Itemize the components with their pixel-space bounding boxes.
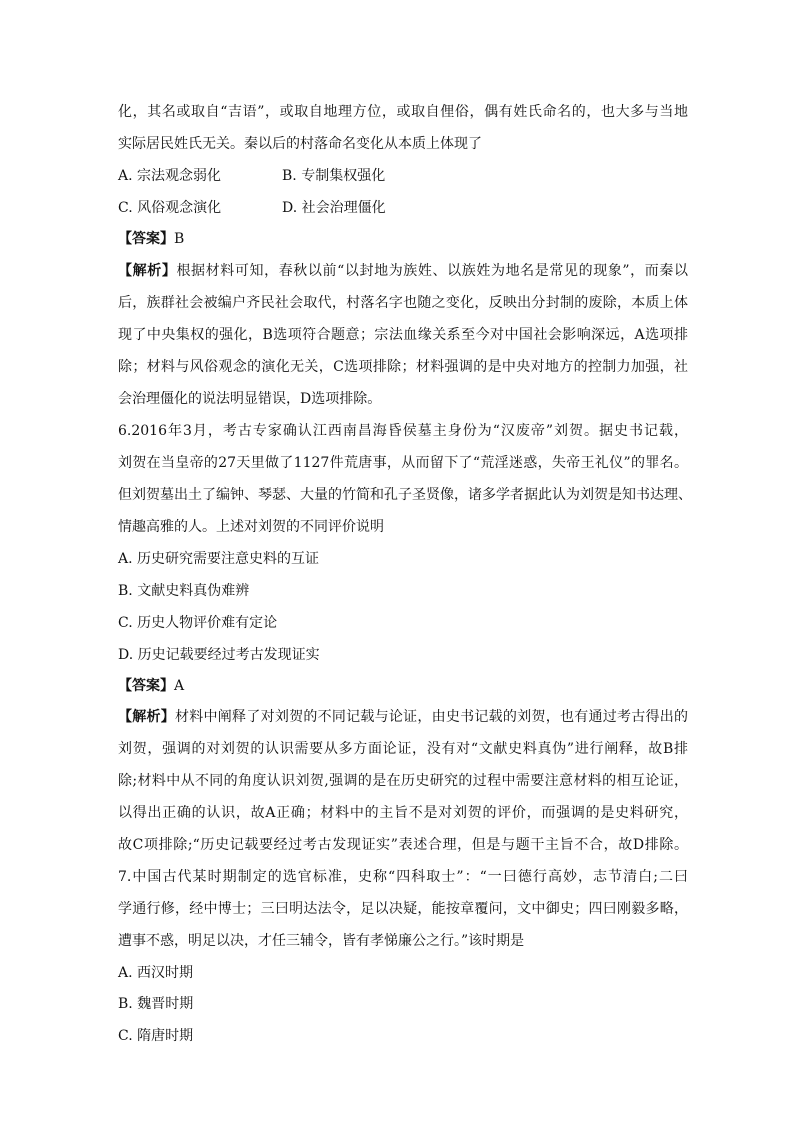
q7-option-a: A. 西汉时期 (118, 965, 194, 981)
q7-option-b: B. 魏晋时期 (118, 996, 194, 1012)
q5-options-row-2 (118, 198, 688, 218)
q5-answer-value: B (174, 231, 185, 247)
q6-option-d: D. 历史记载要经过考古发现证实 (118, 647, 320, 663)
q5-option-c: C. 风俗观念演化 (118, 200, 222, 216)
q5-option-b: B. 专制集权强化 (282, 168, 386, 184)
q6-stem-line-3: 但刘贺墓出土了编钟、琴瑟、大量的竹简和孔子圣贤像，诸多学者据此认为刘贺是知书达理、 (118, 487, 692, 503)
q6-option-b: B. 文献史料真伪难辨 (118, 583, 250, 599)
q5-analysis-line-3: 现了中央集权的强化，B选项符合题意；宗法血缘关系至今对中国社会影响深远，A选项排 (118, 327, 688, 343)
q5-option-d: D. 社会治理僵化 (282, 200, 386, 216)
q6-answer-value: A (174, 678, 185, 694)
q5-analysis-line-1: 【解析】根据材料可知，春秋以前“以封地为族姓、以族姓为地名是常见的现象”，而秦以 (118, 263, 689, 279)
q6-option-c: C. 历史人物评价难有定论 (118, 615, 278, 631)
q5-analysis-line-2: 后，族群社会被编户齐民社会取代，村落名字也随之变化，反映出分封制的废除，本质上体 (118, 295, 688, 311)
q6-analysis-tag: 【解析】 (118, 709, 176, 725)
q6-answer-tag: 【答案】 (118, 678, 174, 694)
q6-analysis-line-1: 【解析】材料中阐释了对刘贺的不同记载与论证，由史书记载的刘贺，也有通过考古得出的 (118, 709, 689, 725)
q5-analysis-tag: 【解析】 (118, 263, 177, 279)
q6-stem-line-1: 6.2016年3月，考古专家确认江西南昌海昏侯墓主身份为“汉废帝”刘贺。据史书记载， (118, 423, 688, 439)
q6-analysis-line-3: 除;材料中从不同的角度认识刘贺,强调的是在历史研究的过程中需要注意材料的相互论证， (118, 773, 688, 789)
q6-analysis-line-4: 以得出正确的认识，故A正确；材料中的主旨不是对刘贺的评价，而强调的是史料研究， (118, 805, 688, 821)
q6-stem-line-4: 情趣高雅的人。上述对刘贺的不同评价说明 (118, 519, 384, 535)
q5-analysis-line-4: 除；材料与风俗观念的演化无关，C选项排除；材料强调的是中央对地方的控制力加强，社 (118, 359, 688, 375)
q5-option-a: A. 宗法观念弱化 (118, 168, 222, 184)
q6-option-a: A. 历史研究需要注意史料的互证 (118, 551, 320, 567)
q5-answer (118, 229, 688, 249)
q5-answer-tag: 【答案】 (118, 231, 174, 247)
q6-analysis-line-2: 刘贺，强调的对刘贺的认识需要从多方面论证，没有对“文献史料真伪”进行阐释，故B排 (118, 741, 688, 757)
q7-stem-line-2: 学通行修，经中博士；三曰明达法令，足以决疑，能按章覆问，文中御史；四曰刚毅多略， (118, 901, 688, 917)
q7-option-c: C. 隋唐时期 (118, 1028, 194, 1044)
q7-stem-line-3: 遭事不惑，明足以决，才任三辅令，皆有孝悌廉公之行。”该时期是 (118, 933, 525, 949)
q6-stem-line-2: 刘贺在当皇帝的27天里做了1127件荒唐事，从而留下了“荒淫迷惑，失帝王礼仪”的罪名。 (118, 455, 688, 471)
q6-answer (118, 676, 688, 696)
q7-stem-line-1: 7.中国古代某时期制定的选官标准，史称“四科取士”：“一曰德行高妙，志节清白;二曰 (118, 869, 688, 885)
q5-stem-line-2: 实际居民姓氏无关。秦以后的村落命名变化从本质上体现了 (118, 136, 482, 152)
q5-stem-line-1: 化，其名或取自“吉语”，或取自地理方位，或取自俚俗，偶有姓氏命名的，也大多与当地 (118, 104, 688, 120)
q6-analysis-line-5: 故C项排除;“历史记载要经过考古发现证实”表述合理，但是与题干主旨不合，故D排除。 (118, 837, 688, 853)
q5-options-row-1 (118, 166, 688, 186)
q5-analysis-line-5: 会治理僵化的说法明显错误，D选项排除。 (118, 391, 382, 407)
